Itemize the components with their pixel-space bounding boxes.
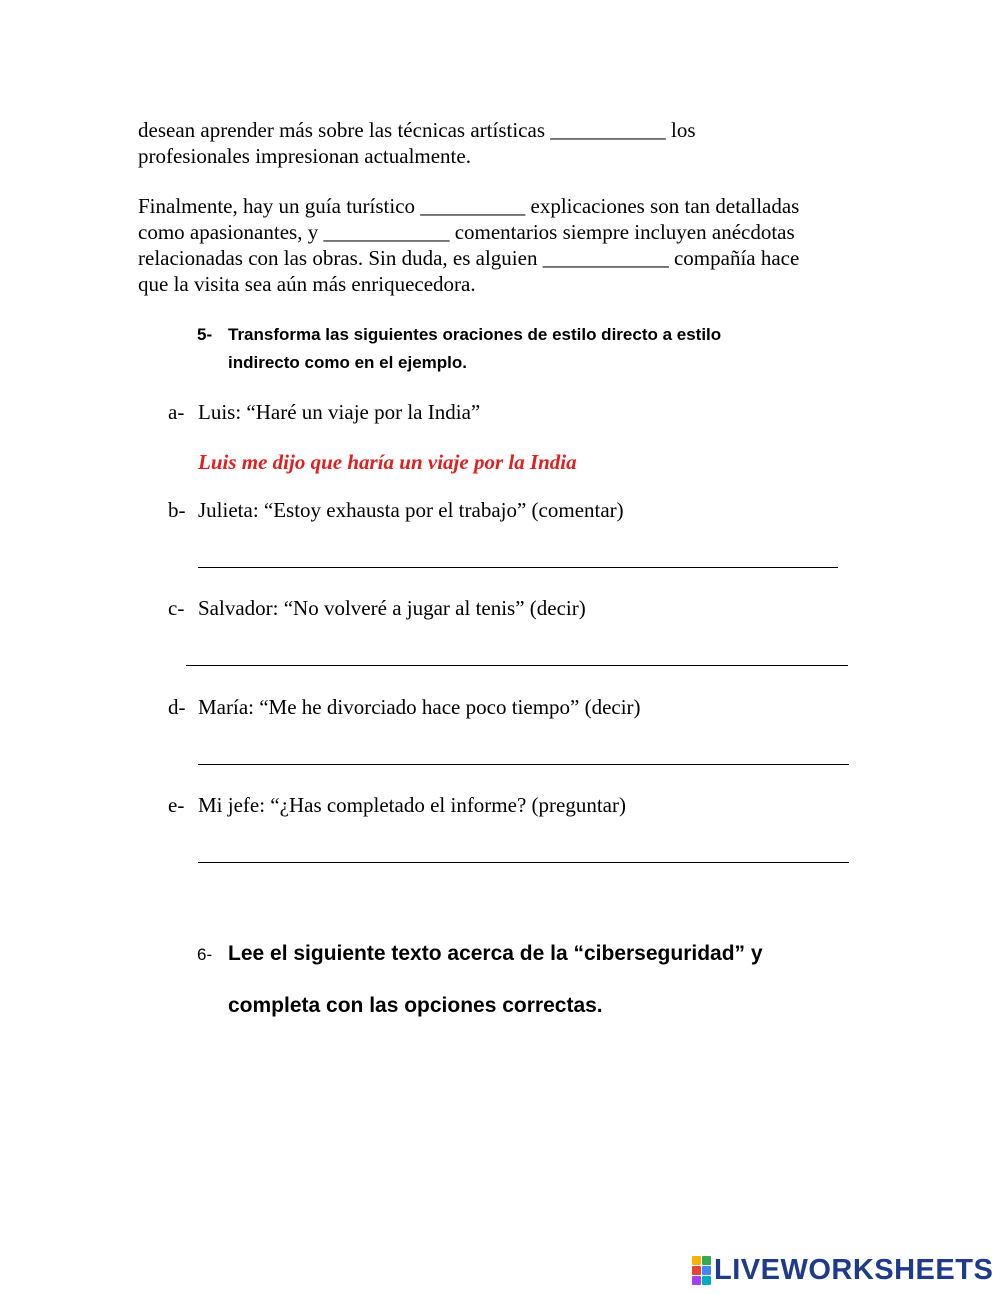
exercise6-title-line2: completa con las opciones correctas. [228,994,603,1017]
paragraph2-line3: relacionadas con las obras. Sin duda, es alguien ____________ compañía hace [138,246,800,270]
item-b-letter: b- [168,498,186,522]
exercise6-title-line1: Lee el siguiente texto acerca de la “ciberseguridad” y [228,942,763,965]
item-e-letter: e- [168,793,185,817]
liveworksheets-logo [692,1255,993,1285]
item-b-answer-line[interactable] [198,567,838,568]
logo-square-5 [692,1276,701,1285]
paragraph1-line1: desean aprender más sobre las técnicas artísticas ___________ los [138,118,696,142]
item-a-letter: a- [168,400,185,424]
exercise6-number: 6- [197,945,213,964]
exercise5-number: 5- [197,325,213,344]
exercise5-title-line1: Transforma las siguientes oraciones de estilo directo a estilo [228,325,722,344]
paragraph2-line1: Finalmente, hay un guía turístico __________ explicaciones son tan detalladas [138,194,800,218]
logo-square-4 [702,1266,711,1275]
item-d-letter: d- [168,695,186,719]
exercise5-title-line2: indirecto como en el ejemplo. [228,353,467,372]
item-a-example-answer: Luis me dijo que haría un viaje por la India [198,450,577,474]
item-b-text: Julieta: “Estoy exhausta por el trabajo” (comentar) [198,498,624,522]
logo-square-6 [702,1276,711,1285]
logo-square-2 [702,1256,711,1265]
item-a-text: Luis: “Haré un viaje por la India” [198,400,481,424]
logo-text: LIVEWORKSHEETS [714,1254,994,1286]
item-e-answer-line[interactable] [198,862,849,863]
item-c-text: Salvador: “No volveré a jugar al tenis” (decir) [198,596,586,620]
paragraph2-line2: como apasionantes, y ____________ comentarios siempre incluyen anécdotas [138,220,795,244]
paragraph2-line4: que la visita sea aún más enriquecedora. [138,272,476,296]
logo-grid-icon [692,1256,711,1285]
item-e-text: Mi jefe: “¿Has completado el informe? (preguntar) [198,793,626,817]
item-d-answer-line[interactable] [198,764,849,765]
item-d-text: María: “Me he divorciado hace poco tiempo” (decir) [198,695,641,719]
item-c-answer-line[interactable] [186,665,848,666]
logo-square-1 [692,1256,701,1265]
logo-square-3 [692,1266,701,1275]
paragraph1-line2: profesionales impresionan actualmente. [138,144,471,168]
item-c-letter: c- [168,596,185,620]
